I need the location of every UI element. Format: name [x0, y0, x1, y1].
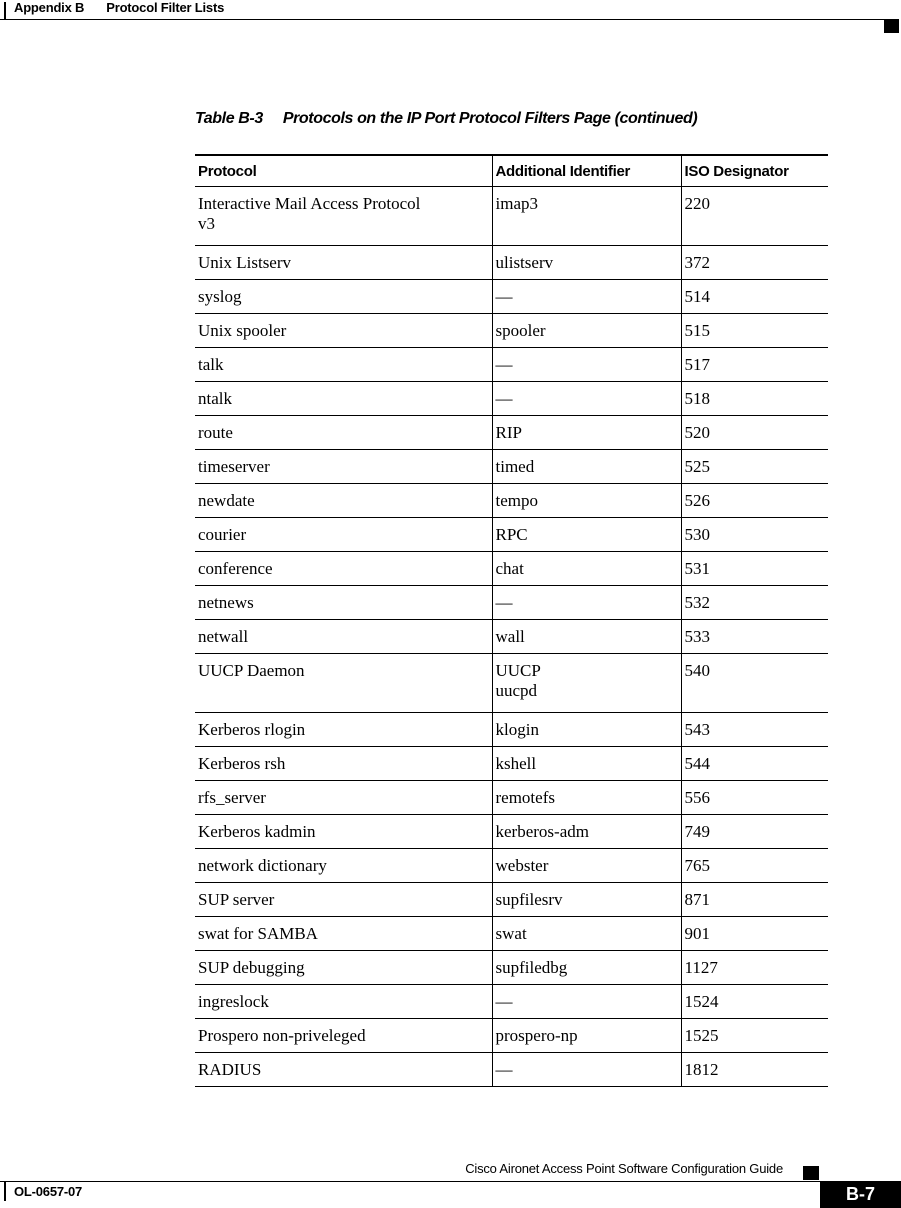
identifier-cell-line: —	[495, 287, 513, 306]
identifier-cell-line: webster	[495, 856, 549, 875]
protocol-cell	[195, 620, 492, 654]
protocol-cell-line: rfs_server	[198, 788, 266, 807]
protocol-cell	[195, 849, 492, 883]
protocol-cell	[195, 1053, 492, 1087]
protocol-cell	[195, 416, 492, 450]
protocol-cell-line: ingreslock	[198, 992, 269, 1011]
identifier-cell-line: klogin	[495, 720, 539, 739]
table-row	[195, 620, 828, 654]
protocol-cell	[195, 484, 492, 518]
header-tick-mark	[4, 2, 6, 19]
identifier-cell	[492, 586, 681, 620]
table-row	[195, 348, 828, 382]
table-row	[195, 781, 828, 815]
iso-cell: 520	[681, 416, 828, 450]
page-number: B-7	[820, 1181, 901, 1208]
table-row	[195, 450, 828, 484]
iso-cell: 901	[681, 917, 828, 951]
protocol-cell-line: netwall	[198, 627, 249, 646]
iso-cell: 871	[681, 883, 828, 917]
protocol-cell-line: network dictionary	[198, 856, 327, 875]
footer-tick-mark	[4, 1182, 6, 1201]
iso-cell: 1127	[681, 951, 828, 985]
identifier-cell	[492, 1053, 681, 1087]
identifier-cell	[492, 883, 681, 917]
identifier-cell-line: kshell	[495, 754, 537, 773]
iso-cell: 540	[681, 654, 828, 713]
identifier-cell-line: timed	[495, 457, 535, 476]
identifier-cell	[492, 917, 681, 951]
identifier-cell-line: kerberos-adm	[495, 822, 589, 841]
protocol-cell-line: swat for SAMBA	[198, 924, 318, 943]
table-row	[195, 815, 828, 849]
header-section: Appendix B	[14, 0, 85, 15]
table-row	[195, 985, 828, 1019]
protocol-table	[195, 154, 828, 1087]
table-row	[195, 1019, 828, 1053]
header-corner-block	[884, 19, 899, 33]
footer-doc-number: OL-0657-07	[14, 1184, 83, 1199]
protocol-cell-line: Kerberos rlogin	[198, 720, 306, 739]
protocol-cell-line: timeserver	[198, 457, 270, 476]
protocol-cell	[195, 552, 492, 586]
protocol-cell-line: route	[198, 423, 233, 442]
protocol-cell	[195, 518, 492, 552]
table-row	[195, 552, 828, 586]
table-row	[195, 280, 828, 314]
identifier-cell-line: spooler	[495, 321, 546, 340]
identifier-cell	[492, 849, 681, 883]
identifier-cell-line: —	[495, 992, 513, 1011]
table-caption-text: Protocols on the IP Port Protocol Filters Page (continued)	[282, 110, 698, 127]
iso-cell: 530	[681, 518, 828, 552]
table-row	[195, 518, 828, 552]
iso-cell: 765	[681, 849, 828, 883]
identifier-cell	[492, 985, 681, 1019]
protocol-cell-line: Unix spooler	[198, 321, 287, 340]
identifier-cell	[492, 187, 681, 246]
column-header-identifier: Additional Identifier	[492, 155, 681, 187]
protocol-cell	[195, 314, 492, 348]
identifier-cell	[492, 781, 681, 815]
protocol-cell	[195, 883, 492, 917]
table-row	[195, 416, 828, 450]
protocol-cell	[195, 348, 492, 382]
protocol-cell	[195, 280, 492, 314]
identifier-cell	[492, 552, 681, 586]
table-row	[195, 654, 828, 713]
iso-cell: 544	[681, 747, 828, 781]
iso-cell: 526	[681, 484, 828, 518]
table-row	[195, 1053, 828, 1087]
protocol-cell-line: SUP server	[198, 890, 275, 909]
identifier-cell	[492, 484, 681, 518]
running-header	[14, 0, 246, 15]
identifier-cell	[492, 951, 681, 985]
iso-cell: 556	[681, 781, 828, 815]
protocol-cell	[195, 586, 492, 620]
iso-cell: 1524	[681, 985, 828, 1019]
identifier-cell-line: wall	[495, 627, 525, 646]
iso-cell: 514	[681, 280, 828, 314]
table-row	[195, 883, 828, 917]
table-row	[195, 484, 828, 518]
iso-cell: 533	[681, 620, 828, 654]
protocol-cell-line: netnews	[198, 593, 254, 612]
identifier-cell-line: —	[495, 593, 513, 612]
protocol-cell	[195, 781, 492, 815]
iso-cell: 1812	[681, 1053, 828, 1087]
protocol-cell	[195, 382, 492, 416]
protocol-cell-line: RADIUS	[198, 1060, 262, 1079]
table-row	[195, 951, 828, 985]
identifier-cell	[492, 620, 681, 654]
protocol-cell-line: ntalk	[198, 389, 232, 408]
identifier-cell	[492, 450, 681, 484]
table-row	[195, 747, 828, 781]
column-header-iso: ISO Designator	[681, 155, 828, 187]
protocol-cell	[195, 951, 492, 985]
table-row	[195, 314, 828, 348]
identifier-cell	[492, 280, 681, 314]
table-row	[195, 713, 828, 747]
protocol-cell-line: Interactive Mail Access Protocol	[198, 194, 421, 213]
identifier-cell-line: —	[495, 1060, 513, 1079]
protocol-cell-line: talk	[198, 355, 224, 374]
protocol-cell	[195, 985, 492, 1019]
iso-cell: 372	[681, 246, 828, 280]
table-row	[195, 917, 828, 951]
identifier-cell-line: —	[495, 389, 513, 408]
identifier-cell-line: remotefs	[495, 788, 555, 807]
column-header-protocol: Protocol	[195, 155, 492, 187]
identifier-cell	[492, 416, 681, 450]
table-row	[195, 246, 828, 280]
iso-cell: 532	[681, 586, 828, 620]
protocol-cell-line: v3	[198, 214, 215, 233]
protocol-cell-line: SUP debugging	[198, 958, 305, 977]
protocol-cell	[195, 713, 492, 747]
identifier-cell-line: supfiledbg	[495, 958, 568, 977]
protocol-cell-line: Prospero non-priveleged	[198, 1026, 366, 1045]
iso-cell: 515	[681, 314, 828, 348]
protocol-cell	[195, 187, 492, 246]
table-row	[195, 382, 828, 416]
protocol-cell	[195, 917, 492, 951]
iso-cell: 543	[681, 713, 828, 747]
identifier-cell	[492, 713, 681, 747]
iso-cell: 518	[681, 382, 828, 416]
identifier-cell-line: tempo	[495, 491, 538, 510]
footer-block	[803, 1166, 819, 1180]
protocol-cell	[195, 815, 492, 849]
protocol-cell	[195, 654, 492, 713]
table-row	[195, 187, 828, 246]
footer-rule	[0, 1181, 820, 1182]
header-rule	[0, 19, 886, 20]
identifier-cell	[492, 314, 681, 348]
protocol-cell-line: Kerberos rsh	[198, 754, 286, 773]
table-number: Table B-3	[195, 110, 263, 127]
iso-cell: 749	[681, 815, 828, 849]
protocol-cell	[195, 450, 492, 484]
protocol-cell-line: UUCP Daemon	[198, 661, 305, 680]
identifier-cell-line: swat	[495, 924, 527, 943]
identifier-cell	[492, 1019, 681, 1053]
table-header-row	[195, 155, 828, 187]
footer-guide-title: Cisco Aironet Access Point Software Configuration Guide	[465, 1161, 783, 1176]
page-header	[0, 0, 901, 20]
protocol-cell-line: syslog	[198, 287, 242, 306]
identifier-cell-line: RPC	[495, 525, 528, 544]
identifier-cell-line: uucpd	[495, 681, 538, 700]
iso-cell: 525	[681, 450, 828, 484]
protocol-cell	[195, 747, 492, 781]
protocol-cell	[195, 246, 492, 280]
iso-cell: 531	[681, 552, 828, 586]
identifier-cell-line: supfilesrv	[495, 890, 563, 909]
identifier-cell-line: RIP	[495, 423, 522, 442]
iso-cell: 220	[681, 187, 828, 246]
table-row	[195, 586, 828, 620]
identifier-cell	[492, 815, 681, 849]
protocol-cell-line: courier	[198, 525, 247, 544]
identifier-cell	[492, 654, 681, 713]
identifier-cell-line: —	[495, 355, 513, 374]
identifier-cell-line: prospero-np	[495, 1026, 578, 1045]
table-body	[195, 187, 828, 1087]
protocol-cell-line: newdate	[198, 491, 255, 510]
identifier-cell	[492, 348, 681, 382]
identifier-cell	[492, 382, 681, 416]
identifier-cell-line: imap3	[495, 194, 538, 213]
header-title: Protocol Filter Lists	[106, 0, 225, 15]
identifier-cell-line: UUCP	[495, 661, 541, 680]
protocol-cell-line: conference	[198, 559, 273, 578]
identifier-cell-line: chat	[495, 559, 524, 578]
iso-cell: 517	[681, 348, 828, 382]
identifier-cell-line: ulistserv	[495, 253, 554, 272]
protocol-cell	[195, 1019, 492, 1053]
protocol-cell-line: Unix Listserv	[198, 253, 292, 272]
identifier-cell	[492, 246, 681, 280]
protocol-cell-line: Kerberos kadmin	[198, 822, 316, 841]
table-caption	[195, 110, 697, 128]
identifier-cell	[492, 747, 681, 781]
identifier-cell	[492, 518, 681, 552]
iso-cell: 1525	[681, 1019, 828, 1053]
table-row	[195, 849, 828, 883]
